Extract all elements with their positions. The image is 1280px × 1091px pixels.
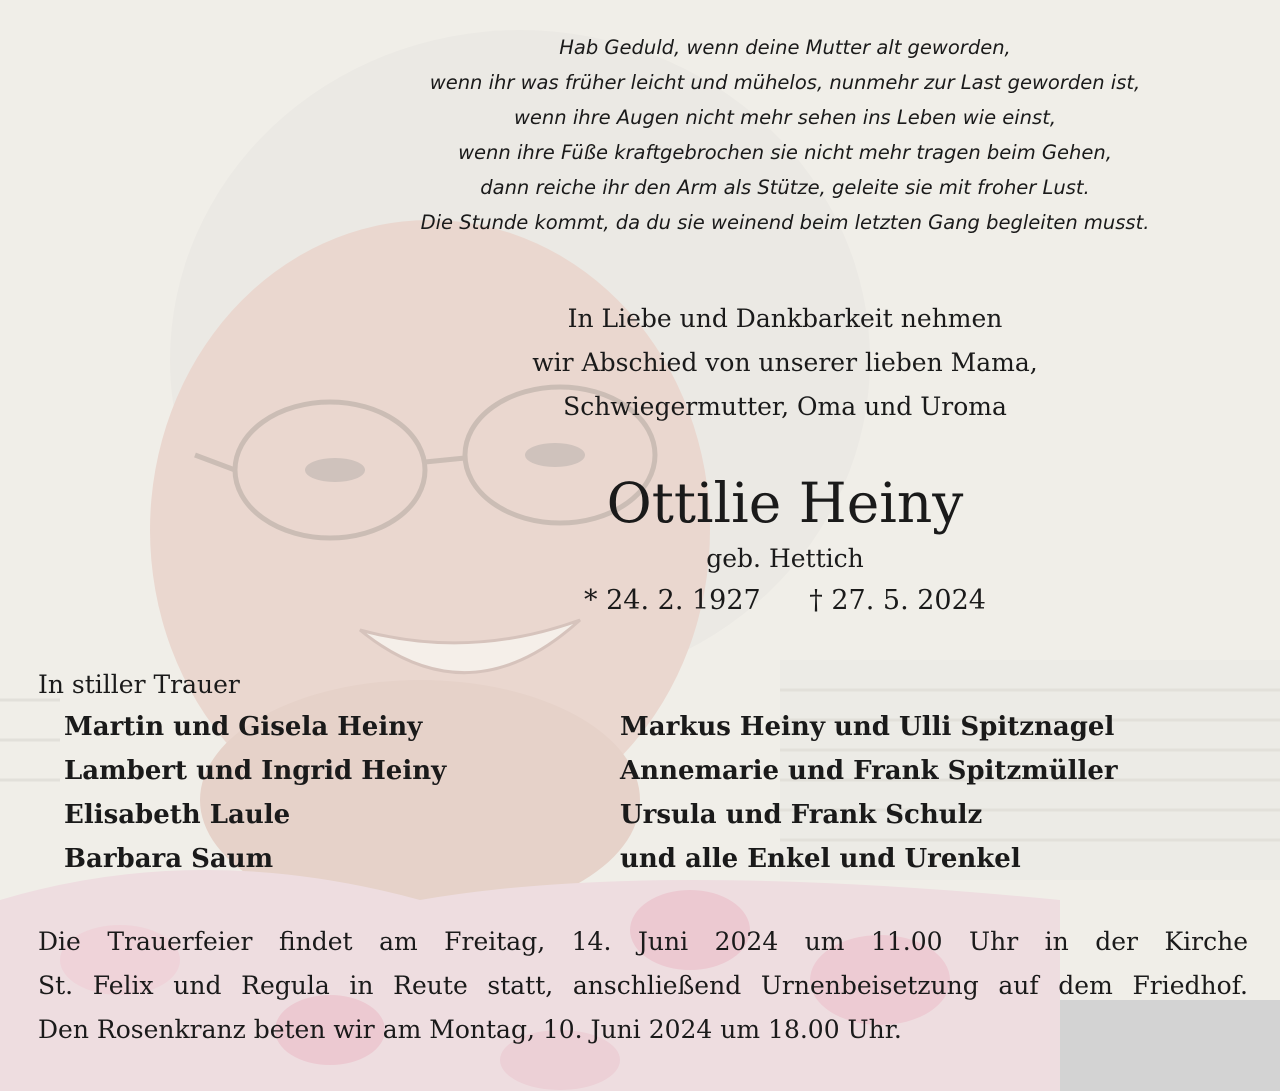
death-date: † 27. 5. 2024	[809, 585, 986, 616]
mourners-right-column	[620, 705, 1118, 881]
poem-line: wenn ihre Füße kraftgebrochen sie nicht mehr tragen beim Gehen,	[458, 141, 1112, 164]
mourner-name: Ursula und Frank Schulz	[620, 800, 983, 830]
poem-line: Hab Geduld, wenn deine Mutter alt geworden,	[559, 36, 1011, 59]
birth-date: * 24. 2. 1927	[584, 585, 761, 616]
mourner-name: Barbara Saum	[64, 844, 274, 874]
mourning-heading: In stiller Trauer	[38, 670, 240, 699]
service-line: Die Trauerfeier findet am Freitag, 14. Juni 2024 um 11.00 Uhr in der Kirche	[38, 927, 1248, 956]
service-details	[38, 920, 1248, 1052]
poem-line: dann reiche ihr den Arm als Stütze, geleite sie mit froher Lust.	[480, 176, 1090, 199]
poem-line: wenn ihre Augen nicht mehr sehen ins Leben wie einst,	[513, 106, 1057, 129]
mourner-name: Lambert und Ingrid Heiny	[64, 756, 447, 786]
poem	[300, 30, 1270, 240]
mourner-name: Annemarie und Frank Spitzmüller	[620, 756, 1118, 786]
deceased-name: Ottilie Heiny	[606, 471, 964, 535]
farewell-text	[385, 297, 1185, 429]
maiden-name: geb. Hettich	[706, 544, 864, 573]
farewell-line: In Liebe und Dankbarkeit nehmen	[567, 304, 1003, 333]
life-dates	[385, 581, 1185, 621]
service-line: St. Felix und Regula in Reute statt, anschließend Urnenbeisetzung auf dem Friedhof.	[38, 971, 1248, 1000]
poem-line: wenn ihr was früher leicht und mühelos, nunmehr zur Last geworden ist,	[429, 71, 1141, 94]
farewell-line: wir Abschied von unserer lieben Mama,	[532, 348, 1038, 377]
mourner-name: und alle Enkel und Urenkel	[620, 844, 1021, 874]
farewell-line: Schwiegermutter, Oma und Uroma	[563, 392, 1007, 421]
mourner-name: Martin und Gisela Heiny	[64, 712, 423, 742]
service-line: Den Rosenkranz beten wir am Montag, 10. Juni 2024 um 18.00 Uhr.	[38, 1015, 902, 1044]
mourner-name: Elisabeth Laule	[64, 800, 291, 830]
poem-line: Die Stunde kommt, da du sie weinend beim letzten Gang begleiten musst.	[420, 211, 1150, 234]
mourners-left-column	[64, 705, 446, 881]
mourner-name: Markus Heiny und Ulli Spitznagel	[620, 712, 1115, 742]
